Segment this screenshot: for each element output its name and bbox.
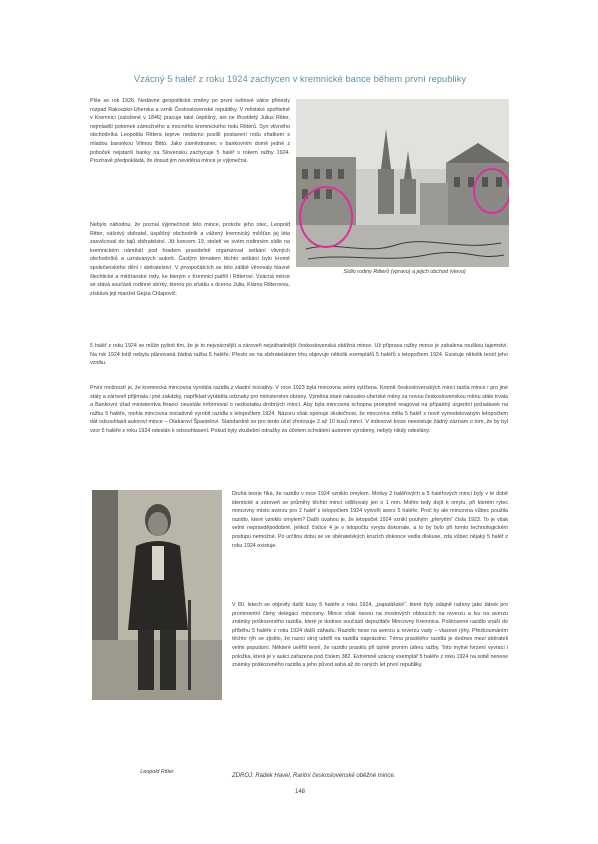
portrait-caption: Leopold Ritter [140, 769, 174, 775]
page-number: 148 [294, 789, 305, 795]
paragraph-ritter-family [90, 221, 588, 333]
paragraph-text: Píše se rok 1926. Nedávné geopolitické změny po první světové válce přinesly rozpad Rakousko-Uherska a vznik Československé republiky. V městské spořitelně v Kremnici (založené v 1846) pracuje také úspěšný, ani ne třicetiletý Julius Ritter, nejmladší potomek zámožného a mocného kremnického rodu Ritterů. Syn vlivného obchodníka Leopolda Rittera teprve nedávno posílil postavení rodu sňatkem s mladou baronkou Vilmou Bittó. Jako zaměstnanec v bankovním domě jedné z poboček nejstarší banky na Slovensku zachycuje 5 haléř s rokem ražby 1924. Prozíravě předpokládá, že dosud jim neviděná mince je výjimečná. [90, 98, 290, 165]
portrait-photo [92, 490, 222, 700]
paragraph-second-theory [232, 490, 508, 594]
source-citation: ZDROJ: Radek Havel, Raritní československé oběžné mince. [232, 773, 396, 779]
paragraph-text: Druhá teorie říká, že razidlo v roce 1924 vzniklo omylem. Motivy 2 haléřových a 5 haléřových mincí byly v té době identické a zároveň se průměry těchto mincí odlišovaly jen o 1 mm. Mohlo tedy dojít k omylu, při kterém rytec mincovny místo averzu pro 2 haléř s letopočtem 1924 vytvořil averz 5 haléře. Proč by ale mincovna vůbec použila razidlo, které vzniklo omylem? Další úvahou je, že letopočet 1924 vznikl pouhým „přerytím“ čísla 1923. To je však velmi nepravděpodobné, jelikož číslice 4 je v letopočtu vyryta dokonale, a to by bylo při tomto technologickém postupu nemožné. Po určitou dobu se ve sběratelských kruzích dokonce vedla diskuse, zda vůbec nějaký 5 haléř z roku 1924 existuje. [232, 491, 508, 549]
postcard-caption: Sídlo rodiny Ritterů (vpravo) a jejich obchod (vlevo) [343, 269, 466, 275]
paragraph-text: 5 haléř z roku 1924 se může pyšnit tím, že je to nejvzácnější a zároveň nejzáhadnější československá oběžná mince. Už příprava ražby mince je zahalena rouškou tajemství. Na rok 1924 totiž nebyla plánovaná žádná ražba 5 haléře. Přesto se na sběratelském trhu objevuje několik exemplářů 5 haléřů s letopočtem 1924. Existuje několik teorií jeho vzniku. [90, 343, 508, 367]
paragraph-rarity [90, 342, 508, 376]
paragraph-eighties [232, 601, 508, 721]
paragraph-first-theory [90, 384, 508, 479]
article-title: Vzácný 5 haléř z roku 1924 zachycen v kremnické bance během první republiky [133, 74, 467, 84]
portrait-illustration [92, 490, 222, 700]
paragraph-text: První možností je, že kremnická mincovna vyrobila razidla z vlastní iniciativy. V roce 1923 byla mincovna velmi vytížena. Kromě československých mincí razila mince i pro jiné státy a zároveň přijímala i jiné zakázky, například vyráběla odznaky pro ministerstvo obrany. Výměna staré rakousko-uherské měny za novou československou měnu stále trvala a Bankovní úřad ministerstva financí neustále informoval o nedostatku drobných mincí. Aby byla mincovna schopna promptně reagovat na případný urgentní požadavek na ražbu 5 haléře, mohla mincovna iniciativně vyrobit razidla s letopočtem 1924. Názoru však oponuje skutečnost, že mincovna měla 5 haléř s nově vymodelovaným letopočtem dát odsouhlasit autorovi mince – Otakarovi Španielovi. Standardně se pro tento účel zhotovuje 2 až 10 kusů mincí. V indexové knize neexistuje žádný záznam o tom, že by byl vzor 5 haléře z roku 1924 odeslán k odsouhlasení. Pokud byly zkušební odražky za účelem schválení autorem vyrobeny, nebyly nikdy odeslány. [90, 385, 508, 434]
paragraph-intro [90, 97, 290, 181]
paragraph-text: Nebylo náhodou, že poznal výjimečnost této mince, protože jeho otec, Leopold Ritter, vášnivý sběratel, úspěšný obchodník a vážený kremnický měšťan jej léta zasvěcoval do tajů sběratelství. Již koncem 19. století ve svém rodinném sídle na kremnickém náměstí pod hradem pravidelně organizoval setkání vlivných obchodníků a uznávaných autorit. Častým tématem těchto setkání bylo kromě společenského dění i sběratelství. V prvopočátcích se této zálibě věnovaly hlavně šlechtické a měšťanské rody, ke kterým v Kremnici patřili i Ritterovi. Vzácná mince se stává součástí rodinné sbírky, kterou po sňatku s dcerou Julia, Klárou Ritterovou, získává její manžel Gejza Chlapovič. [90, 222, 290, 297]
paragraph-text: V 80. letech se objevily další kusy 5 haléře z roku 1924, „papalášské“, které byly údajně raženy jako dárek pro prominentní členy delegací mincovny. Mince však nesou na mostových obloucích na reverzu a lvu na averzu známky poškozeného razidla, které je dodnes součástí depozitáře Mincovny Kremnica. Poškozené razidlo vnáší do příběhu 5 haléře z roku 1924 další záhadu. Razidlo nese na averzu a reverzu vady – vlasové rýhy. Přezkoumáním těchto rýh se zjistilo, že razicí stroj udeřil na razidla naprázdno. Téma prasklého razidla je dodnes mezi sběrateli velmi populární. Některé uvěřili teorii, že razidlo prasklo při úplně prvním úderu ražby. Toto mylné tvrzení vyvrací i položka, která je v aukci zařazena pod číslem 382. Extrémně vzácný exemplář 5 haléře z roku 1924 na sobě nenese známky poškozeného razidla a jeho původ sahá až do raných let první republiky. [232, 602, 508, 669]
